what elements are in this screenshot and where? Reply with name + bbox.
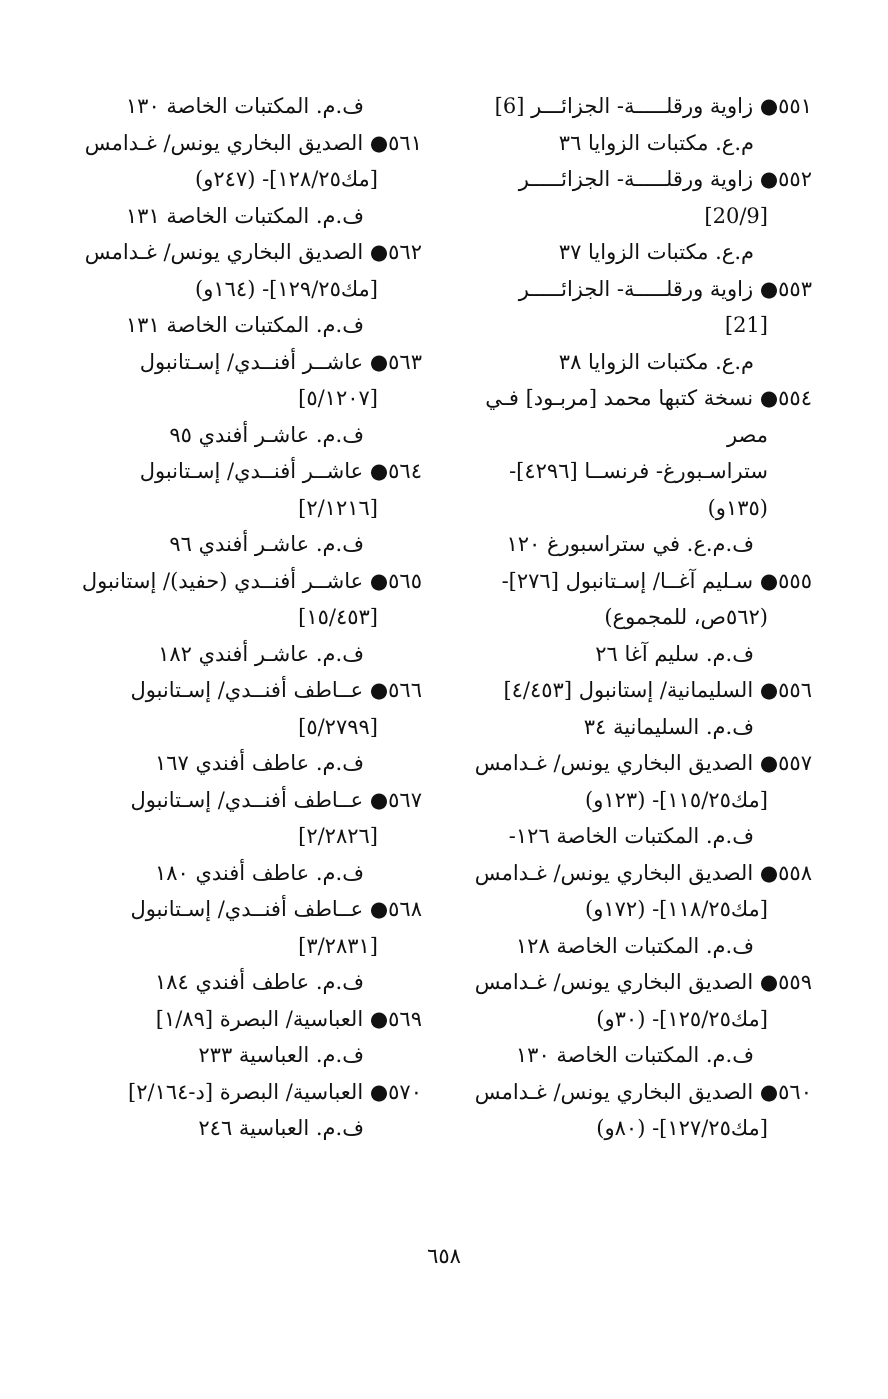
left-column-line: ٥٦٩● العباسية/ البصرة [١/٨٩] <box>155 1006 422 1031</box>
page-number: ٦٥٨ <box>427 1244 461 1268</box>
right-column-line: ف.م. السليمانية ٣٤ <box>583 714 754 739</box>
left-column-line: [٥/٢٧٩٩] <box>298 714 378 739</box>
left-column-line: [٢/١٢١٦] <box>298 495 378 520</box>
right-column-line: ٥٥٣● زاوية ورقلـــــة- الجزائـــــر <box>518 276 812 301</box>
left-column-line: ٥٧٠● العباسية/ البصرة [د-٢/١٦٤] <box>128 1079 422 1104</box>
right-column-line: ٥٥٨● الصديق البخاري يونس/ غـدامس <box>474 860 812 885</box>
left-column-line: ف.م. عاطف أفندي ١٨٤ <box>154 970 364 994</box>
left-column-line: ٥٦٣● عاشــر أفنــدي/ إسـتانبول <box>139 349 422 374</box>
left-column-line: ف.م. عاشـر أفندي ٩٥ <box>169 422 364 447</box>
left-column-line: ٥٦٦● عــاطف أفنــدي/ إسـتانبول <box>130 678 422 702</box>
right-column-line: (١٣٥و) <box>707 495 768 520</box>
right-column-line: ٥٦٠● الصديق البخاري يونس/ غـدامس <box>474 1079 812 1104</box>
right-column-line: ٥٥٤● نسخة كتبها محمد [مربـود] فـي <box>485 386 812 410</box>
right-column-line: م.ع. مكتبات الزوايا ٣٦ <box>558 130 754 155</box>
left-column-line: ف.م. العباسية ٢٣٣ <box>198 1043 364 1067</box>
right-column-line: [مك١١٨/٢٥]- (١٧٢و) <box>585 897 768 921</box>
left-column <box>60 88 422 1147</box>
right-column-line: ف.م. المكتبات الخاصة ١٢٦- <box>508 824 754 848</box>
right-column-line: (٥٦٢ص، للمجموع) <box>604 605 768 629</box>
left-column-line: [مك١٢٩/٢٥]- (١٦٤و) <box>195 276 378 301</box>
right-column-line: ٥٥٥● سـليم آغــا/ إسـتانبول [٢٧٦]- <box>501 568 812 593</box>
left-column-line: ٥٦٤● عاشــر أفنــدي/ إسـتانبول <box>139 459 422 483</box>
right-column-line: ستراسـبورغ- فرنســا [٤٢٩٦]- <box>509 459 768 483</box>
left-column-line: [١٥/٤٥٣] <box>298 605 378 629</box>
left-column-line: ف.م. عاشـر أفندي ٩٦ <box>169 532 364 556</box>
right-column-line: م.ع. مكتبات الزوايا ٣٧ <box>558 240 754 264</box>
right-column-line: ٥٥١● زاوية ورقلـــــة- الجزائـــر [6] <box>494 94 812 118</box>
left-column-line: ٥٦٧● عــاطف أفنــدي/ إسـتانبول <box>130 787 422 812</box>
right-column-line: ف.م. سليم آغا ٢٦ <box>595 641 754 666</box>
right-column-line: ف.م.ع. في ستراسبورغ ١٢٠ <box>506 532 754 556</box>
left-column-line: ف.م. المكتبات الخاصة ١٣١ <box>125 313 364 337</box>
left-column-line: ٥٦٢● الصديق البخاري يونس/ غـدامس <box>84 240 422 264</box>
left-column-line: ف.م. عاشـر أفندي ١٨٢ <box>158 641 364 666</box>
left-column-line: [٢/٢٨٢٦] <box>298 824 378 848</box>
right-column-line: [20/9] <box>704 203 768 228</box>
right-column-line: [مك١٢٧/٢٥]- (٨٠و) <box>596 1116 768 1140</box>
right-column-line: [21] <box>724 313 768 337</box>
right-column-line: مصر <box>726 422 768 447</box>
left-column-line: [٥/١٢٠٧] <box>298 386 378 410</box>
right-column-line: [مك١١٥/٢٥]- (١٢٣و) <box>585 787 768 812</box>
right-column-line: ٥٥٧● الصديق البخاري يونس/ غـدامس <box>474 751 812 775</box>
left-column-line: ف.م. عاطف أفندي ١٨٠ <box>154 860 364 885</box>
left-column-line: ف.م. المكتبات الخاصة ١٣١ <box>125 203 364 228</box>
left-column-line: [٣/٢٨٣١] <box>298 933 378 958</box>
left-column-line: ف.م. العباسية ٢٤٦ <box>198 1116 364 1140</box>
right-column-line: ٥٥٦● السليمانية/ إستانبول [٤/٤٥٣] <box>503 678 812 702</box>
right-column-line: ف.م. المكتبات الخاصة ١٣٠ <box>515 1043 754 1067</box>
right-column-line: ف.م. المكتبات الخاصة ١٢٨ <box>515 933 754 958</box>
left-column-line: ٥٦١● الصديق البخاري يونس/ غـدامس <box>84 130 422 155</box>
right-column-line: [مك١٢٥/٢٥]- (٣٠و) <box>596 1006 768 1031</box>
left-column-line: ف.م. عاطف أفندي ١٦٧ <box>154 751 364 775</box>
right-column-line: م.ع. مكتبات الزوايا ٣٨ <box>558 349 754 374</box>
left-column-line: ٥٦٨● عــاطف أفنــدي/ إسـتانبول <box>130 897 422 921</box>
left-column-line: [مك١٢٨/٢٥]- (٢٤٧و) <box>195 167 378 191</box>
right-column <box>440 88 812 1147</box>
right-column-line: ٥٥٩● الصديق البخاري يونس/ غـدامس <box>474 970 812 994</box>
right-column-line: ٥٥٢● زاوية ورقلـــــة- الجزائـــــر <box>518 167 812 191</box>
left-column-line: ف.م. المكتبات الخاصة ١٣٠ <box>125 94 364 118</box>
left-column-line: ٥٦٥● عاشــر أفنــدي (حفيد)/ إستانبول <box>81 568 422 593</box>
